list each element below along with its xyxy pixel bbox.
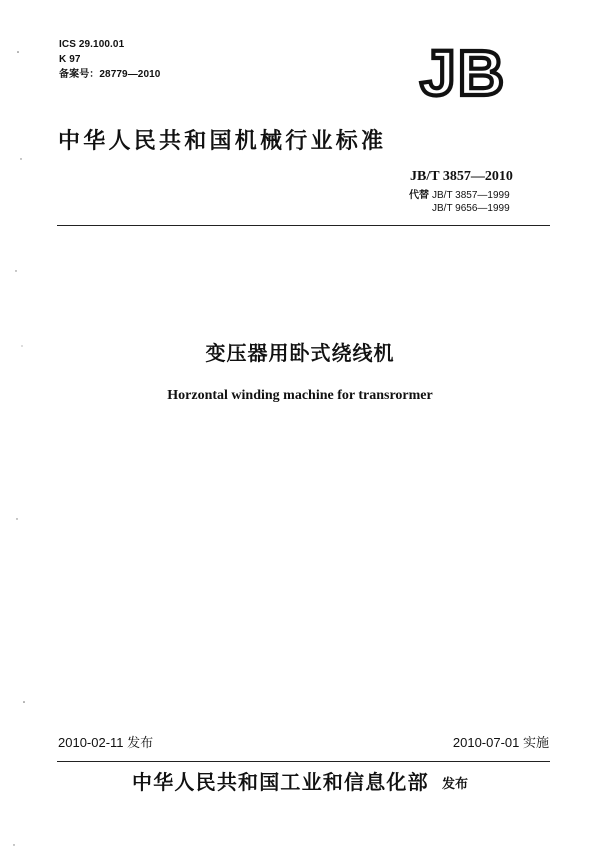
implementation-date: 2010-07-01 实施 xyxy=(452,735,549,750)
classification-block xyxy=(59,37,160,82)
issuing-agency-title: 中华人民共和国机械行业标准 xyxy=(58,129,387,154)
chinese-title: 变压器用卧式绕线机 xyxy=(205,341,395,365)
publisher-name: 中华人民共和国工业和信息化部 xyxy=(132,770,429,794)
publisher-line xyxy=(0,770,600,797)
filing-number: 备案号：28779—2010 xyxy=(59,69,161,80)
top-divider xyxy=(57,225,550,226)
jb-logo xyxy=(407,40,519,102)
english-title: Horzontal winding machine for transrormer xyxy=(167,388,433,403)
classification-code: K 97 xyxy=(59,54,81,65)
jb-logo-text: JB xyxy=(420,40,506,102)
issue-date: 2010-02-11 发布 xyxy=(58,735,154,750)
standard-number: JB/T 3857—2010 xyxy=(410,169,513,184)
replaced-standard-1: JB/T 3857—1999 xyxy=(432,190,510,201)
replaces-label: 代替 xyxy=(409,190,429,201)
publish-label: 发布 xyxy=(441,777,468,792)
replaced-standard-2: JB/T 9656—1999 xyxy=(432,203,510,214)
ics-code: ICS 29.100.01 xyxy=(59,39,125,50)
bottom-divider xyxy=(57,761,550,762)
